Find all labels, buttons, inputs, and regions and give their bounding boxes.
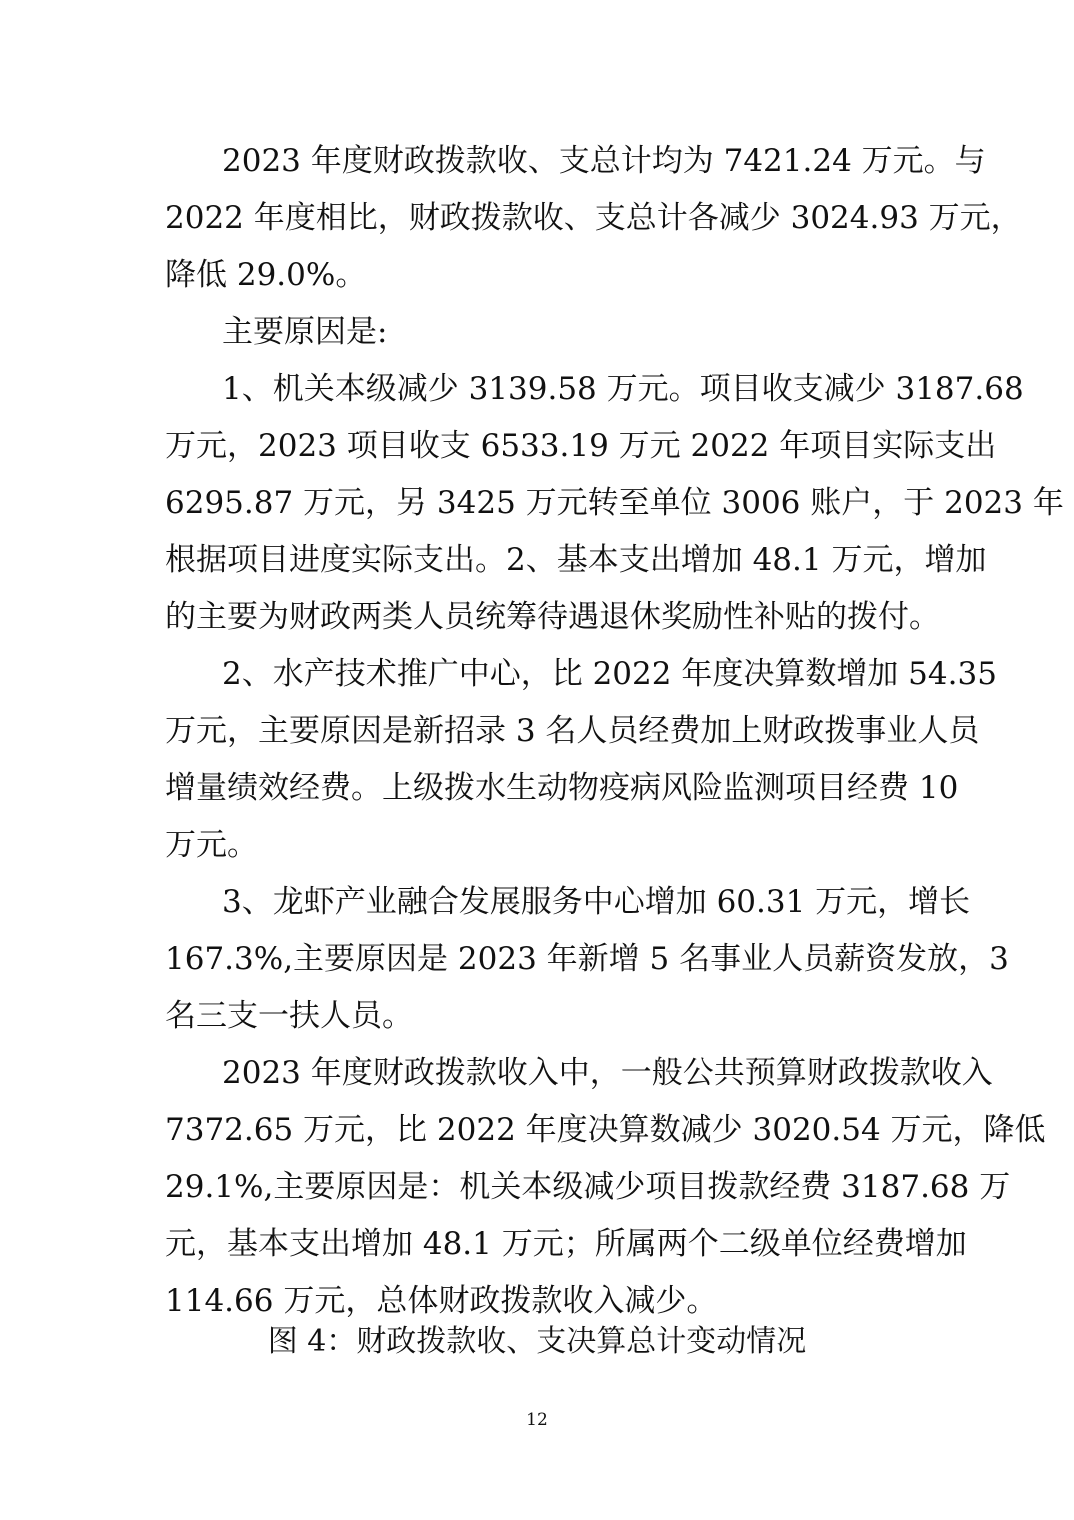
paragraph-4-line-3: 增量绩效经费。上级拨水生动物疫病风险监测项目经费 10 (165, 770, 959, 806)
paragraph-3-line-1: 1、机关本级减少 3139.58 万元。项目收支减少 3187.68 (222, 371, 1024, 407)
paragraph-3-line-2: 万元，2023 项目收支 6533.19 万元 2022 年项目实际支出 (165, 428, 997, 464)
paragraph-6-line-5: 114.66 万元，总体财政拨款收入减少。 (165, 1283, 718, 1319)
paragraph-6-line-2: 7372.65 万元，比 2022 年度决算数减少 3020.54 万元，降低 (165, 1112, 1046, 1148)
paragraph-6-line-3: 29.1%,主要原因是：机关本级减少项目拨款经费 3187.68 万 (165, 1169, 1011, 1205)
paragraph-6-line-4: 元，基本支出增加 48.1 万元；所属两个二级单位经费增加 (165, 1226, 967, 1262)
paragraph-3-line-4: 根据项目进度实际支出。2、基本支出增加 48.1 万元，增加 (165, 542, 987, 578)
paragraph-1-line-1: 2023 年度财政拨款收、支总计均为 7421.24 万元。与 (222, 143, 986, 179)
paragraph-4-line-1: 2、水产技术推广中心，比 2022 年度决算数增加 54.35 (222, 656, 997, 692)
paragraph-5-line-1: 3、龙虾产业融合发展服务中心增加 60.31 万元，增长 (222, 884, 971, 920)
page-number: 12 (526, 1410, 548, 1430)
paragraph-3-line-5: 的主要为财政两类人员统筹待遇退休奖励性补贴的拨付。 (165, 599, 940, 635)
paragraph-4-line-4: 万元。 (165, 827, 258, 863)
paragraph-1-line-3: 降低 29.0%。 (165, 257, 367, 293)
paragraph-5-line-3: 名三支一扶人员。 (165, 998, 413, 1034)
paragraph-1-line-2: 2022 年度相比，财政拨款收、支总计各减少 3024.93 万元， (165, 200, 1022, 236)
paragraph-4-line-2: 万元，主要原因是新招录 3 名人员经费加上财政拨事业人员 (165, 713, 980, 749)
paragraph-2-line-1: 主要原因是: (222, 314, 388, 350)
paragraph-3-line-3: 6295.87 万元，另 3425 万元转至单位 3006 账户，于 2023 年 (165, 485, 1064, 521)
paragraph-5-line-2: 167.3%,主要原因是 2023 年新增 5 名事业人员薪资发放，3 (165, 941, 1009, 977)
figure-caption: 图 4：财政拨款收、支决算总计变动情况 (267, 1324, 807, 1359)
paragraph-6-line-1: 2023 年度财政拨款收入中，一般公共预算财政拨款收入 (222, 1055, 993, 1091)
